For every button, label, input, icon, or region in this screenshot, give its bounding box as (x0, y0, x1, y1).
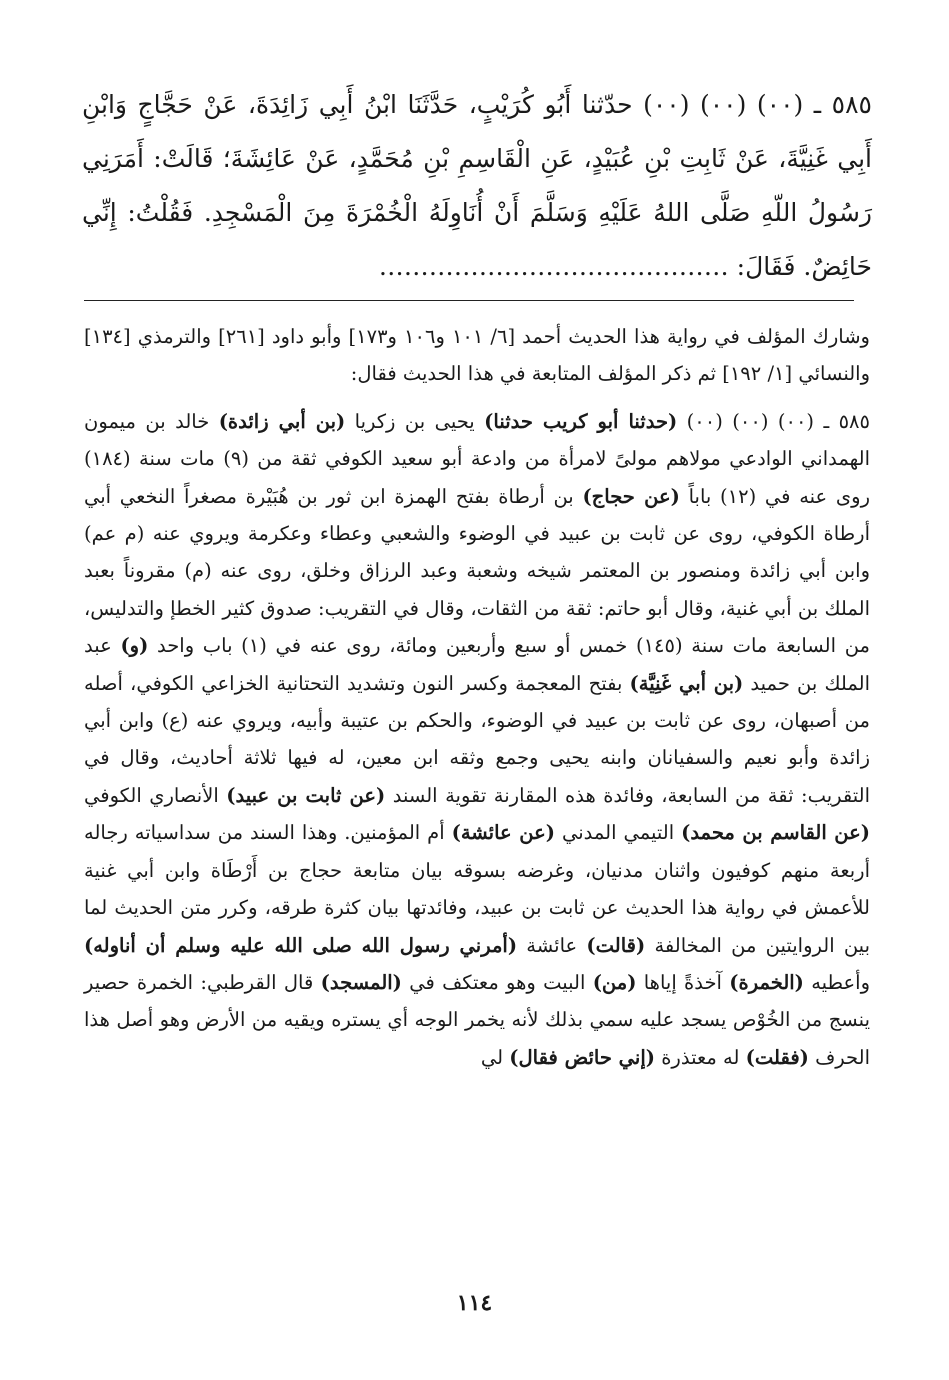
commentary-segment: بفتح المعجمة وكسر النون وتشديد التحتانية الخزاعي الكوفي، أصله من أصبهان، روى عن ثابت بن عبيد في الوضوء، والحكم بن عتيبة وأبيه، ويروي عنه (ع) وابن أبي زائدة وأبو نعيم والسفيانان وابنه يحيى وجمع وثقه ابن معين، له فيها ثلاثة أحاديث، وقال في التقريب: ثقة من السابعة، وفائدة هذه المقارنة تقوية السند (84, 671, 871, 807)
page-number: ١١٤ (456, 1290, 493, 1316)
bold-quote-segment: (الخمرة) (729, 970, 804, 994)
hadith-text (82, 78, 872, 294)
bold-quote-segment: (بن أبي زائدة) (218, 409, 346, 433)
bold-quote-segment: (عن القاسم بن محمد) (681, 821, 870, 845)
commentary-segment: عائشة (517, 933, 587, 957)
bold-quote-segment: (أمرني رسول الله صلى الله عليه وسلم أن أناوله) (84, 933, 518, 957)
commentary-segment: يحيى بن زكريا (345, 409, 485, 433)
commentary-segment: ٥٨٥ ـ (٠٠) (٠٠) (٠٠) (677, 409, 870, 433)
bold-quote-segment: (و) (120, 634, 149, 658)
bold-quote-segment: (عن ثابت بن عبيد) (226, 783, 386, 807)
commentary-segment: التيمي المدني (554, 821, 682, 845)
commentary-main-paragraph (84, 403, 870, 1076)
bold-quote-segment: (عن حجاج) (582, 484, 680, 508)
bold-quote-segment: (حدثنا أبو كريب حدثنا) (484, 409, 678, 433)
hadith-body: ٥٨٥ ـ (٠٠) (٠٠) (٠٠) حدّثنا أَبُو كُرَيْبٍ، حَدَّثَنَا ابْنُ أَبِي زَائِدَةَ، عَنْ حَجَّاجٍ وَابْنِ أَبِي غَنِيَّةَ، عَنْ ثَابِتِ بْنِ عُبَيْدٍ، عَنِ الْقَاسِمِ بْنِ مُحَمَّدٍ، عَنْ عَائِشَةَ؛ قَالَتْ: أَمَرَنِي رَسُولُ اللّهِ صَلَّى اللهُ عَلَيْهِ وَسَلَّمَ أَنْ أُنَاوِلَهُ الْخُمْرَةَ مِنَ الْمَسْجِدِ. فَقُلْتُ: إِنِّي حَائِضٌ. فَقَالَ: (82, 90, 872, 281)
commentary-segment: عبد الملك بن حميد (84, 634, 870, 695)
commentary-segment: وأعطيه (803, 970, 870, 994)
bold-quote-segment: (المسجد) (320, 970, 402, 994)
bold-quote-segment: (فقلت) (745, 1045, 809, 1069)
commentary-segment: أم المؤمنين. وهذا السند من سداسياته رجاله أربعة منهم كوفيون واثنان مدنيان، وغرضه بسوقه بيان متابعة حجاج بن أَرْطَاة وابن أبي غنية للأعمش في رواية هذا الحديث عن ثابت بن عبيد، وفائدتها بيان كثرة طرقه، وكرر متن الحديث لما بين الروايتين من المخالفة (84, 821, 870, 957)
commentary-segment: البيت وهو معتكف في (401, 970, 593, 994)
bold-quote-segment: (قالت) (586, 933, 646, 957)
commentary-block (84, 318, 870, 1076)
bold-quote-segment: (إني حائض فقال) (509, 1045, 656, 1069)
commentary-segment: خالد بن ميمون الهمداني الوادعي مولاهم مولىً لامرأة من وادعة أبو سعيد الكوفي ثقة من (٩) مات سنة (١٨٤) روى عنه في (١٢) باباً (84, 409, 870, 508)
commentary-segment: لي (480, 1045, 510, 1069)
commentary-segment: الأنصاري الكوفي (84, 783, 227, 807)
commentary-segment: بن أرطاة بفتح الهمزة ابن ثور بن هُبَيْرة مصغراً النخعي أبي أرطاة الكوفي، روى عن ثابت بن عبيد في الوضوء والشعبي وعطاء وعكرمة ويروي عنه (م عم) وابن أبي زائدة ومنصور بن المعتمر شيخه وشعبة وعبد الرزاق وخلق، روى عنه (م) مقروناً بعبد الملك بن أبي غنية، وقال أبو حاتم: ثقة من الثقات، وقال في التقريب: صدوق كثير الخطإ والتدليس، من السابعة مات سنة (١٤٥) خمس أو سبع وأربعين ومائة، روى عنه في (١) باب واحد (84, 484, 870, 658)
bold-quote-segment: (عن عائشة) (451, 821, 555, 845)
hadith-block (82, 78, 872, 294)
commentary-segment: قال القرطبي: الخمرة حصير ينسج من الخُوْص يسجد عليه سمي بذلك لأنه يخمر الوجه أي يستره ويقيه من الأرض وهو أصل هذا الحرف (84, 970, 870, 1069)
commentary-segment: آخذةً إياها (636, 970, 730, 994)
commentary-segment: له معتذرة (655, 1045, 746, 1069)
commentary-intro: وشارك المؤلف في رواية هذا الحديث أحمد [٦/ ١٠١ و١٠٦ و١٧٣] وأبو داود [٢٦١] والترمذي [١٣٤] والنسائي [١/ ١٩٢] ثم ذكر المؤلف المتابعة في هذا الحديث فقال: (84, 325, 870, 386)
hadith-ellipsis: …………………………………… (378, 252, 729, 281)
bold-quote-segment: (بن أبي غَنِيَّة) (629, 671, 744, 695)
footnote-divider (84, 300, 854, 301)
bold-quote-segment: (من) (592, 970, 637, 994)
